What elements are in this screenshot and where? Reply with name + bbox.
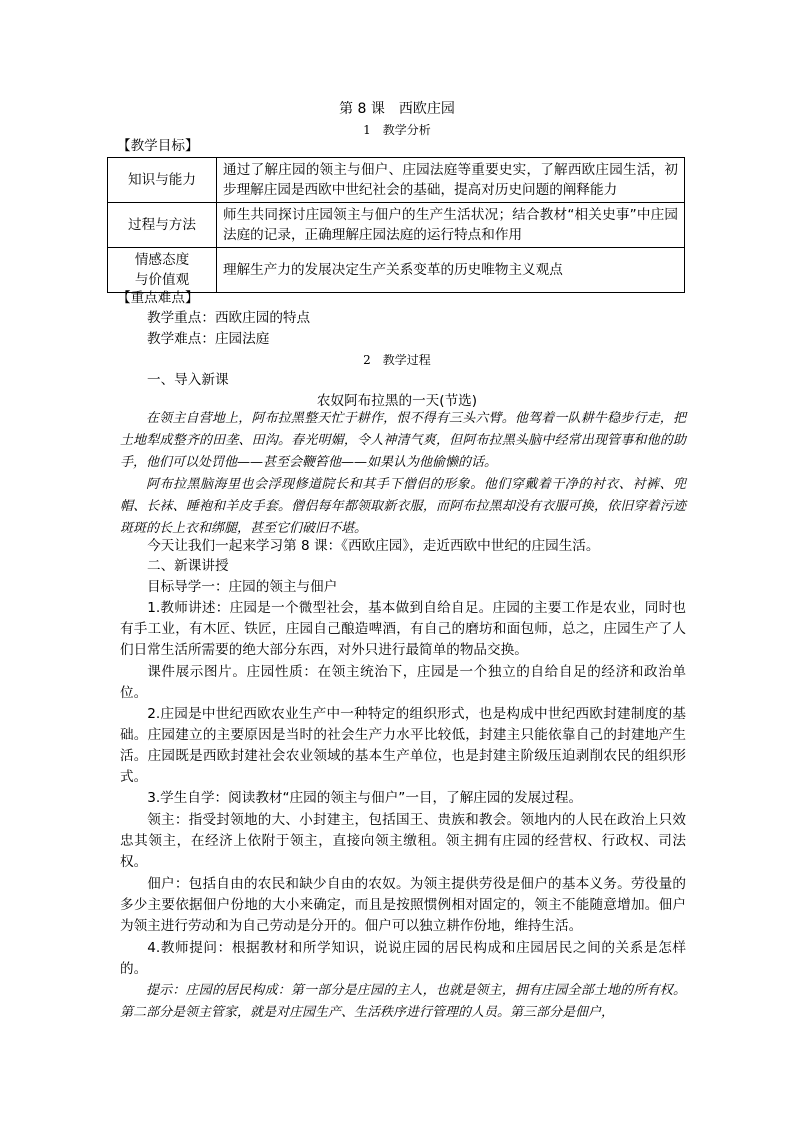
goal-label: 情感态度 与价值观 — [108, 248, 217, 293]
intro-text: 今天让我们一起来学习第 8 课：《西欧庄园》，走近西欧中世纪的庄园生活。 — [147, 538, 600, 554]
lesson-title: 第 8 课 西欧庄园 — [339, 101, 455, 117]
paragraph: 1.教师讲述：庄园是一个微型社会，基本做到自给自足。庄园的主要工作是农业，同时也有手工业，有木匠、铁匠，庄园自己酿造啤酒，有自己的磨坊和面包师，总之，庄园生产了人们日常生活所需要的绝大部分东西，对外只进行最简单的物品交换。 — [120, 600, 686, 658]
goal-label: 过程与方法 — [108, 203, 217, 248]
paragraph: 2.庄园是中世纪西欧农业生产中一种特定的组织形式，也是构成中世纪西欧封建制度的基础。庄园建立的主要原因是当时的社会生产力水平比较低，封建主只能依靠自己的封建地产生活。庄园既是西欧封建社会农业领域的基本生产单位，也是封建主阶级压迫剥削农民的组织形式。 — [120, 706, 686, 785]
section-teaching-analysis: 1 教学分析 — [363, 123, 431, 137]
paragraph: 3.学生自学：阅读教材“庄园的领主与佃户”一目，了解庄园的发展过程。 — [147, 790, 583, 806]
paragraph: 提示：庄园的居民构成：第一部分是庄园的主人，也就是领主，拥有庄园全部土地的所有权。第二部分是领主管家，就是对庄园生产、生活秩序进行管理的人员。第三部分是佃户， — [120, 983, 686, 1020]
table-row — [108, 158, 685, 203]
goal-text: 通过了解庄园的领主与佃户、庄园法庭等重要史实，了解西欧庄园生活，初步理解庄园是西欧中世纪社会的基础，提高对历史问题的阐释能力 — [217, 158, 685, 203]
goal-text: 理解生产力的发展决定生产关系变革的历史唯物主义观点 — [217, 248, 685, 293]
paragraph: 佃户：包括自由的农民和缺少自由的农奴。为领主提供劳役是佃户的基本义务。劳役量的多少主要依据佃户份地的大小来确定，而且是按照惯例相对固定的，领主不能随意增加。佃户为领主进行劳动和为自己劳动是分开的。佃户可以独立耕作份地，维持生活。 — [120, 876, 686, 934]
paragraph: 领主：指受封领地的大、小封建主，包括国王、贵族和教会。领地内的人民在政治上只效忠其领主，在经济上依附于领主，直接向领主缴租。领主拥有庄园的经营权、行政权、司法权。 — [120, 812, 686, 870]
intro-heading: 一、导入新课 — [147, 372, 229, 388]
table-row — [108, 203, 685, 248]
story-paragraph: 在领主自营地上，阿布拉黑整天忙于耕作，恨不得有三头六臂。他驾着一队耕牛稳步行走，把土地犁成整齐的田垄、田沟。春光明媚，令人神清气爽，但阿布拉黑头脑中经常出现管事和他的助手，他们可以处罚他——甚至会鞭笞他——如果认为他偷懒的话。 — [120, 411, 686, 470]
goals-table — [107, 157, 685, 293]
story-paragraph: 阿布拉黑脑海里也会浮现修道院长和其手下僧侣的形象。他们穿戴着干净的衬衣、衬裤、兜帽、长袜、睡袍和羊皮手套。僧侣每年都领取新衣服，而阿布拉黑却没有衣服可换，依旧穿着污迹斑斑的长上衣和绑腿，甚至它们破旧不堪。 — [120, 477, 686, 536]
story-title: 农奴阿布拉黑的一天(节选) — [316, 393, 478, 409]
new-lesson-heading: 二、新课讲授 — [147, 558, 229, 574]
section-teaching-process: 2 教学过程 — [363, 353, 431, 367]
key-heading: 【重点难点】 — [117, 290, 199, 306]
goal-label: 知识与能力 — [108, 158, 217, 203]
goal-guide-1: 目标导学一：庄园的领主与佃户 — [147, 579, 338, 595]
goals-heading: 【教学目标】 — [117, 138, 199, 154]
goal-text: 师生共同探讨庄园领主与佃户的生产生活状况；结合教材“相关史事”中庄园法庭的记录，正确理解庄园法庭的运行特点和作用 — [217, 203, 685, 248]
difficult-point: 教学难点：庄园法庭 — [147, 331, 270, 347]
paragraph: 4.教师提问：根据教材和所学知识，说说庄园的居民构成和庄园居民之间的关系是怎样的。 — [120, 940, 686, 977]
key-point: 教学重点：西欧庄园的特点 — [147, 310, 311, 326]
table-row — [108, 248, 685, 293]
paragraph: 课件展示图片。庄园性质：在领主统治下，庄园是一个独立的自给自足的经济和政治单位。 — [120, 664, 686, 701]
